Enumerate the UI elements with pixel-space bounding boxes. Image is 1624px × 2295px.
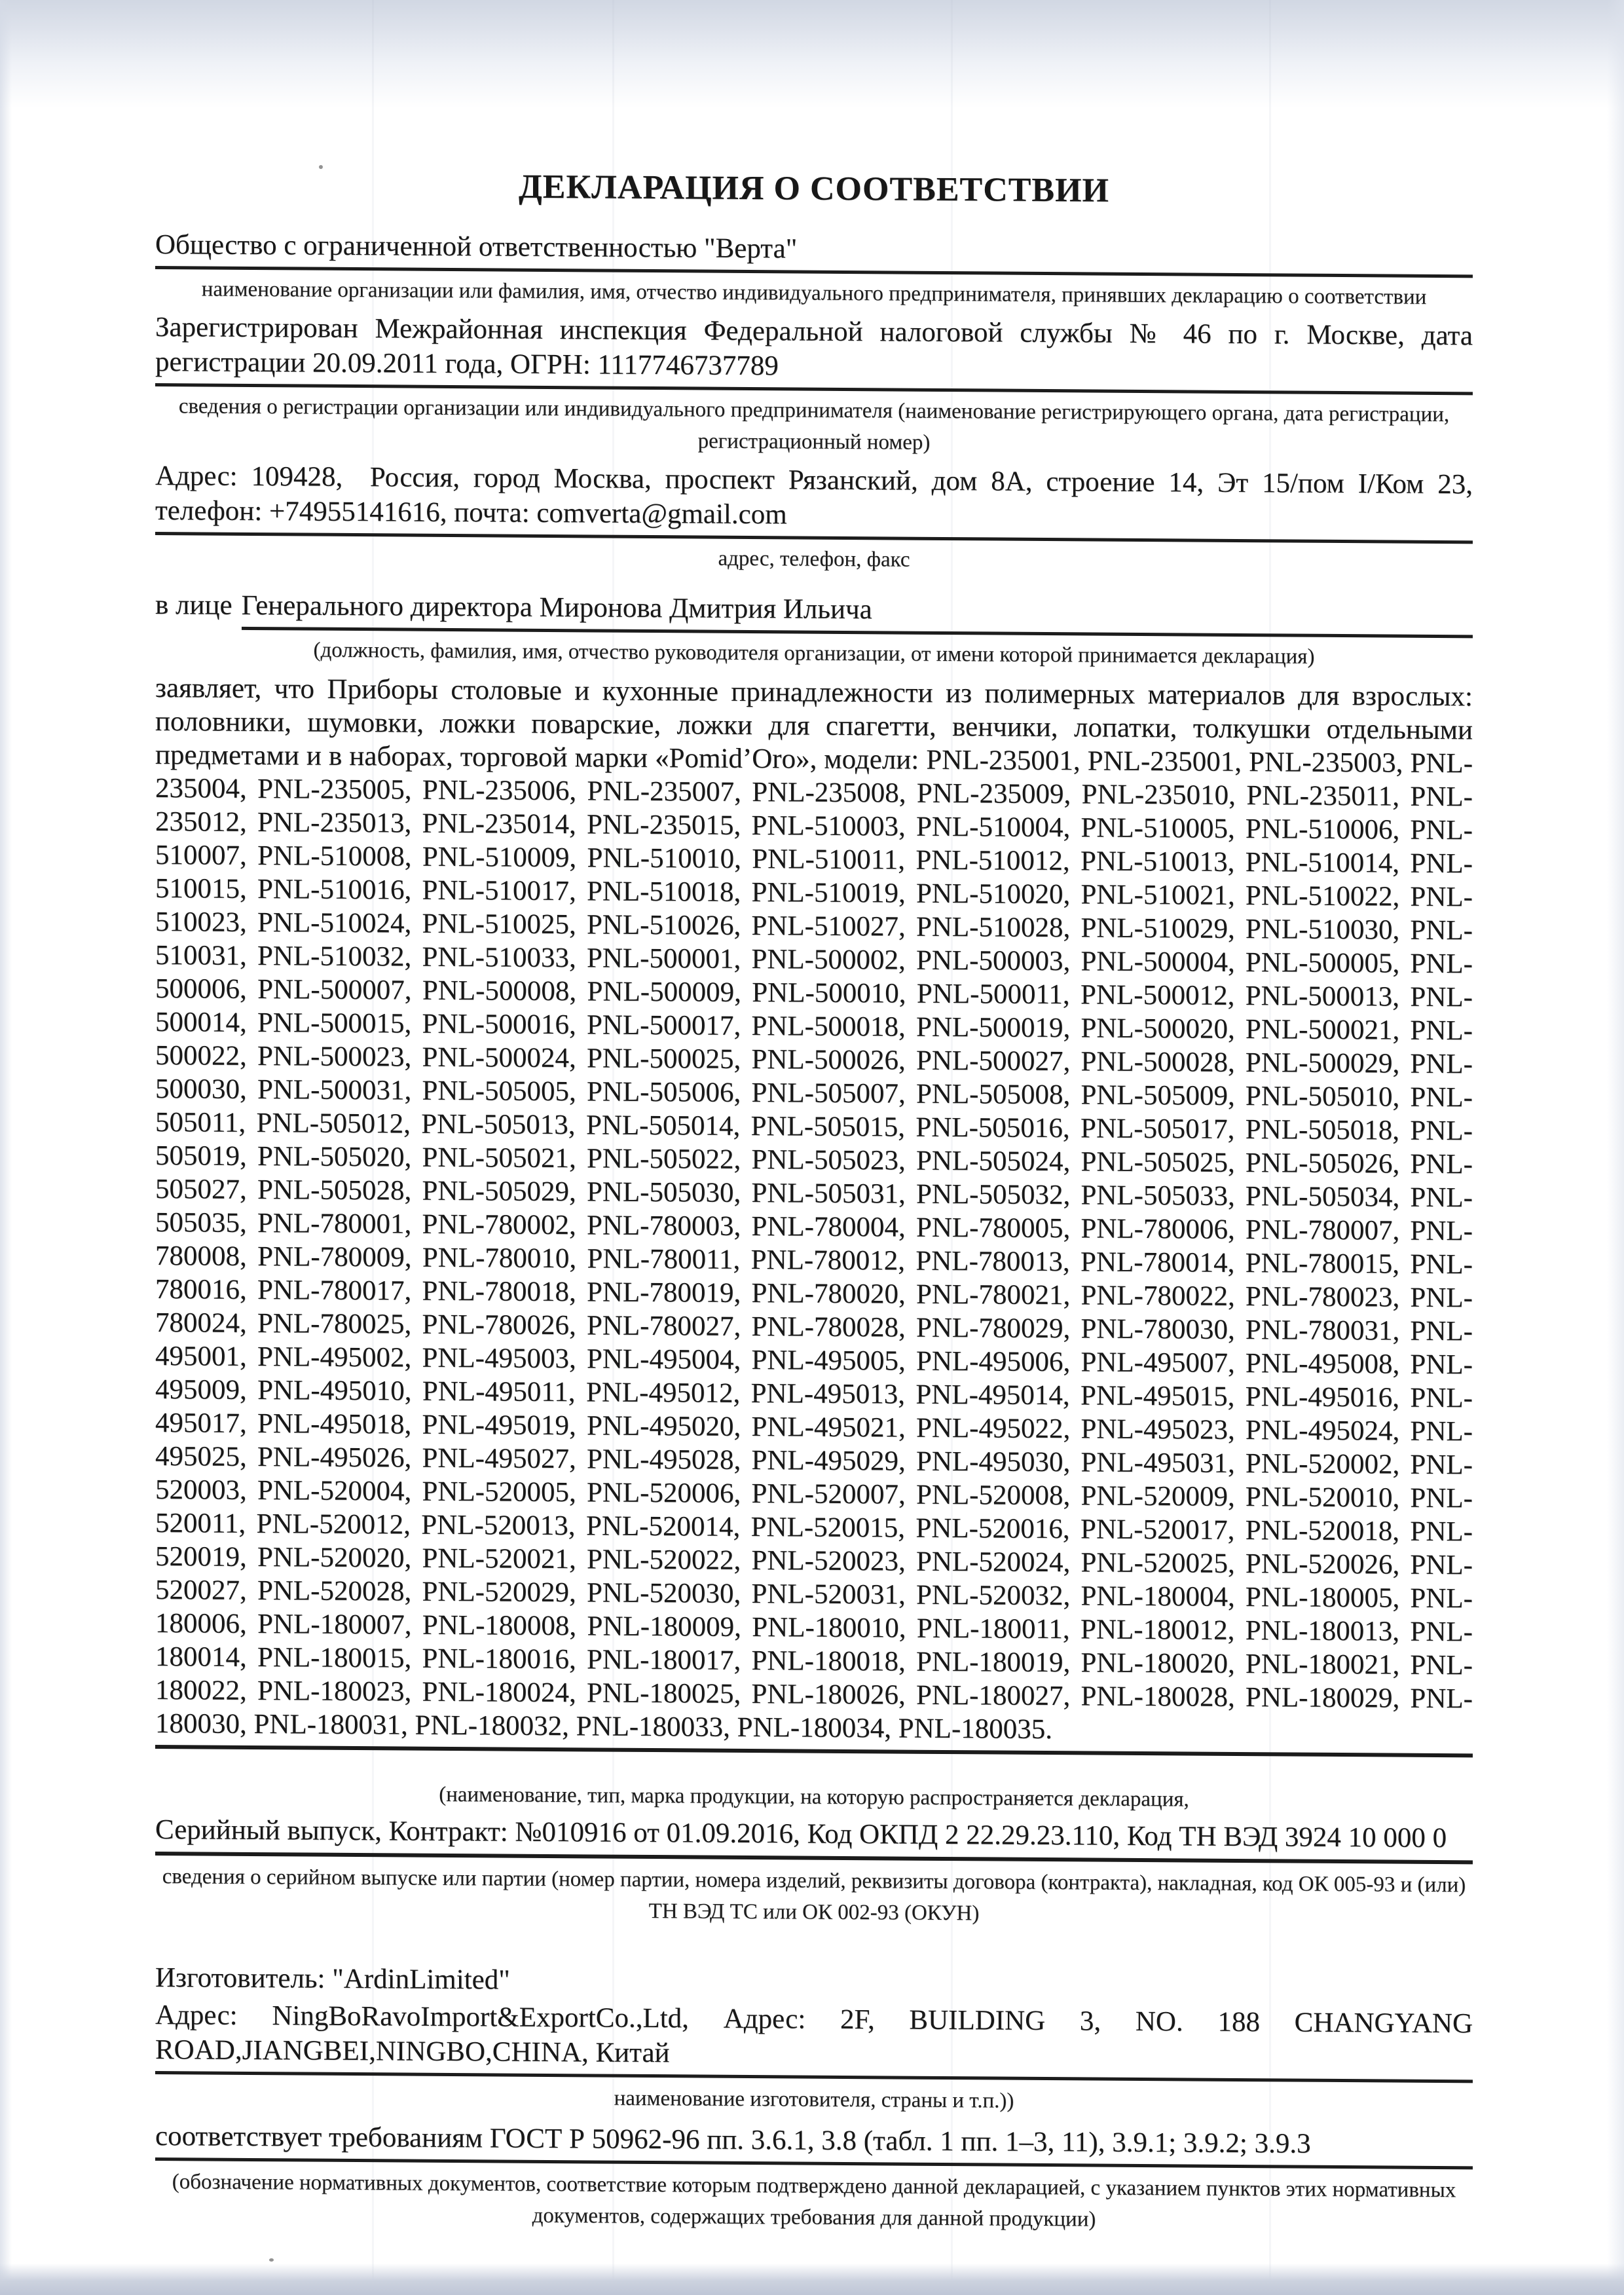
compliance-statement: соответствует требованиям ГОСТ Р 50962-96 пп. 3.6.1, 3.8 (табл. 1 пп. 1–3, 11), 3.9.1; 3.9.2; 3.9.3 (155, 2119, 1473, 2169)
products-section (155, 671, 1473, 1817)
scan-artifact-bottom-edge (0, 2264, 1624, 2295)
products-model-list: PNL-235001, PNL-235001, PNL-235003, PNL-235004, PNL-235005, PNL-235006, PNL-235007, PNL-235008, PNL-235009, PNL-235010, PNL-235011, PNL-235012, PNL-235013, PNL-235014, PNL-235015, PNL-510003, PNL-510004, PNL-510005, PNL-510006, PNL-510007, PNL-510008, PNL-510009, PNL-510010, PNL-510011, PNL-510012, PNL-510013, PNL-510014, PNL-510015, PNL-510016, PNL-510017, PNL-510018, PNL-510019, PNL-510020, PNL-510021, PNL-510022, PNL-510023, PNL-510024, PNL-510025, PNL-510026, PNL-510027, PNL-510028, PNL-510029, PNL-510030, PNL-510031, PNL-510032, PNL-510033, PNL-500001, PNL-500002, PNL-500003, PNL-500004, PNL-500005, PNL-500006, PNL-500007, PNL-500008, PNL-500009, PNL-500010, PNL-500011, PNL-500012, PNL-500013, PNL-500014, PNL-500015, PNL-500016, PNL-500017, PNL-500018, PNL-500019, PNL-500020, PNL-500021, PNL-500022, PNL-500023, PNL-500024, PNL-500025, PNL-500026, PNL-500027, PNL-500028, PNL-500029, PNL-500030, PNL-500031, PNL-505005, PNL-505006, PNL-505007, PNL-505008, PNL-505009, PNL-505010, PNL-505011, PNL-505012, PNL-505013, PNL-505014, PNL-505015, PNL-505016, PNL-505017, PNL-505018, PNL-505019, PNL-505020, PNL-505021, PNL-505022, PNL-505023, PNL-505024, PNL-505025, PNL-505026, PNL-505027, PNL-505028, PNL-505029, PNL-505030, PNL-505031, PNL-505032, PNL-505033, PNL-505034, PNL-505035, PNL-780001, PNL-780002, PNL-780003, PNL-780004, PNL-780005, PNL-780006, PNL-780007, PNL-780008, PNL-780009, PNL-780010, PNL-780011, PNL-780012, PNL-780013, PNL-780014, PNL-780015, PNL-780016, PNL-780017, PNL-780018, PNL-780019, PNL-780020, PNL-780021, PNL-780022, PNL-780023, PNL-780024, PNL-780025, PNL-780026, PNL-780027, PNL-780028, PNL-780029, PNL-780030, PNL-780031, PNL-495001, PNL-495002, PNL-495003, PNL-495004, PNL-495005, PNL-495006, PNL-495007, PNL-495008, PNL-495009, PNL-495010, PNL-495011, PNL-495012, PNL-495013, PNL-495014, PNL-495015, PNL-495016, PNL-495017, PNL-495018, PNL-495019, PNL-495020, PNL-495021, PNL-495022, PNL-495023, PNL-495024, PNL-495025, PNL-495026, PNL-495027, PNL-495028, PNL-495029, PNL-495030, PNL-495031, PNL-520002, PNL-520003, PNL-520004, PNL-520005, PNL-520006, PNL-520007, PNL-520008, PNL-520009, PNL-520010, PNL-520011, PNL-520012, PNL-520013, PNL-520014, PNL-520015, PNL-520016, PNL-520017, PNL-520018, PNL-520019, PNL-520020, PNL-520021, PNL-520022, PNL-520023, PNL-520024, PNL-520025, PNL-520026, PNL-520027, PNL-520028, PNL-520029, PNL-520030, PNL-520031, PNL-520032, PNL-180004, PNL-180005, PNL-180006, PNL-180007, PNL-180008, PNL-180009, PNL-180010, PNL-180011, PNL-180012, PNL-180013, PNL-180014, PNL-180015, PNL-180016, PNL-180017, PNL-180018, PNL-180019, PNL-180020, PNL-180021, PNL-180022, PNL-180023, PNL-180024, PNL-180025, PNL-180026, PNL-180027, PNL-180028, PNL-180029, PNL-180030, PNL-180031, PNL-180032, PNL-180033, PNL-180034, PNL-180035 (155, 744, 1473, 1745)
registration-caption: сведения о регистрации организации или индивидуального предпринимателя (наименование регистрирующего органа, дата регистрации, регистрационный номер) (178, 394, 1450, 455)
representative-line (155, 588, 1473, 638)
manufacturer-section (155, 1960, 1473, 2119)
representative-section (155, 588, 1473, 673)
products-paragraph (155, 671, 1473, 1757)
declarant-caption: наименование организации или фамилия, имя, отчество индивидуального предпринимателя, принявших декларацию о соответствии (201, 277, 1427, 309)
serial-info: Серийный выпуск, Контракт: №010916 от 01.09.2016, Код ОКПД 2 22.29.23.110, Код ТН ВЭД 3924 10 000 0 (155, 1812, 1473, 1864)
representative-name: Генерального директора Миронова Дмитрия Ильича (242, 588, 1473, 638)
page-title: ДЕКЛАРАЦИЯ О СООТВЕТСТВИИ (518, 168, 1110, 210)
scan-artifact-left-edge (0, 0, 12, 2295)
manufacturer-name: Изготовитель: "ArdinLimited" (155, 1962, 510, 1996)
scan-speck (269, 2258, 274, 2262)
registration-section (155, 310, 1473, 462)
document-body (155, 0, 1473, 2237)
manufacturer-address: Адрес: NingBoRavoImport&ExportCo.,Ltd, Адрес: 2F, BUILDING 3, NO. 188 CHANGYANG ROAD,JIANGBEI,NINGBO,CHINA, Китай (155, 1998, 1473, 2083)
declarant-name: Общество с ограниченной ответственностью "Верта" (155, 227, 1473, 278)
contacts-section (155, 458, 1473, 579)
scan-artifact-right-edge (1607, 0, 1624, 2295)
serial-section (155, 1812, 1473, 1932)
products-intro: заявляет, что Приборы столовые и кухонные принадлежности из полимерных материалов для взрослых: половники, шумовки, ложки поварские, ложки для спагетти, венчики, лопатки, толкушки отдельными предметами и в наборах, торговой марки «Pomid’Oro», модели: (155, 673, 1473, 775)
representative-prefix: в лице (155, 589, 232, 621)
serial-caption: сведения о серийном выпуске или партии (номер партии, номера изделий, реквизиты договора (контракта), накладная, код ОК 005-93 и (или) ТН ВЭД ТС или ОК 002-93 (ОКУН) (162, 1865, 1466, 1926)
products-list-suffix: . (1045, 1714, 1053, 1745)
manufacturer-caption: наименование изготовителя, страны и т.п.)) (614, 2086, 1014, 2113)
declarant-section (155, 227, 1473, 313)
compliance-section (155, 2119, 1473, 2237)
registration-info: Зарегистрирован Межрайонная инспекция Федеральной налоговой службы № 46 по г. Москве, дата регистрации 20.09.2011 года, ОГРН: 1117746737789 (155, 310, 1473, 395)
products-caption: (наименование, тип, марка продукции, на которую распространяется декларация, (439, 1782, 1189, 1812)
contacts-info: Адрес: 109428, Россия, город Москва, проспект Рязанский, дом 8А, строение 14, Эт 15/пом I/Ком 23, телефон: +74955141616, почта: comverta@gmail.com (155, 458, 1473, 544)
contacts-caption: адрес, телефон, факс (718, 546, 910, 572)
representative-caption: (должность, фамилия, имя, отчество руководителя организации, от имени которой принимается декларация) (313, 638, 1315, 669)
compliance-caption: (обозначение нормативных документов, соответствие которым подтверждено данной декларацией, с указанием пунктов этих нормативных документов, содержащих требования для данной продукции) (172, 2170, 1456, 2231)
